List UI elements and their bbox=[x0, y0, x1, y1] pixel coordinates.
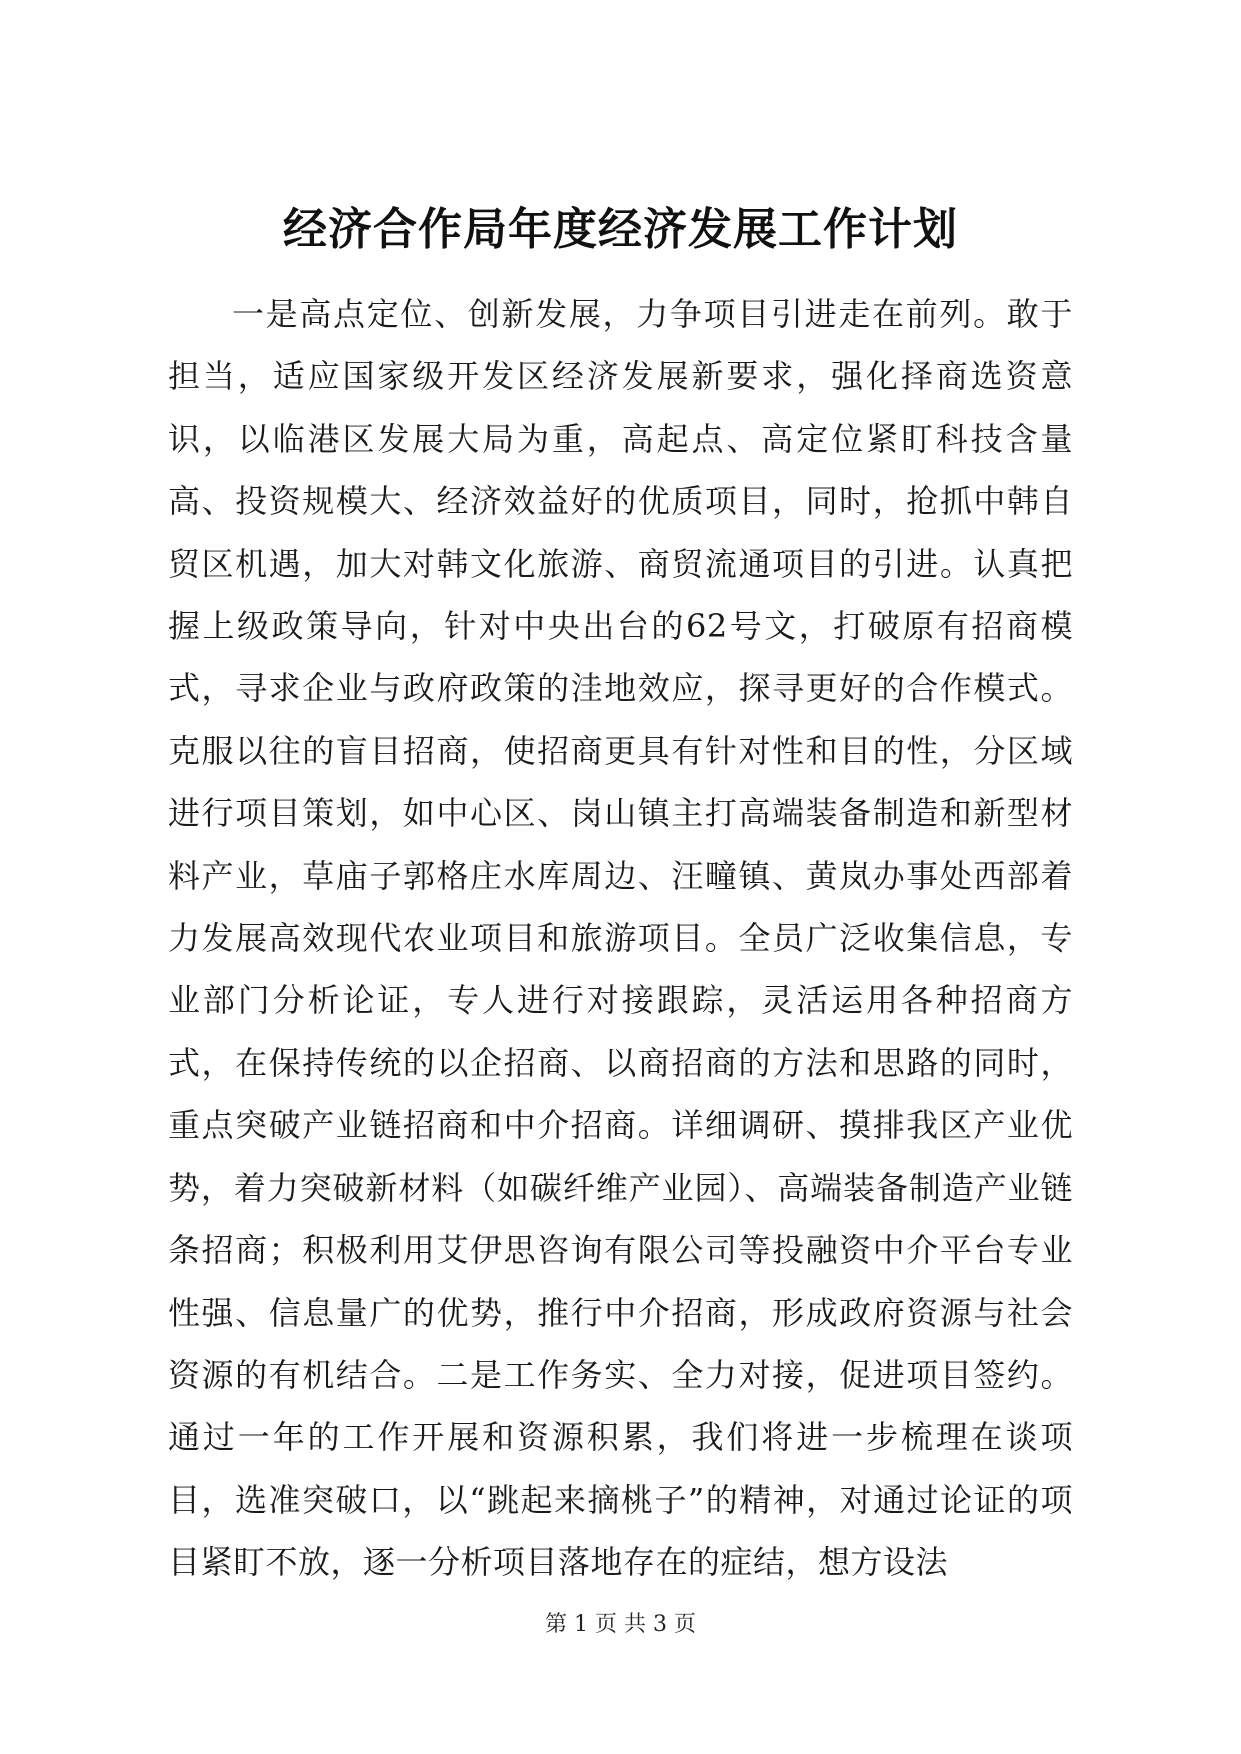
body-paragraph: 一是高点定位、创新发展，力争项目引进走在前列。敢于担当，适应国家级开发区经济发展新要求，强化择商选资意识，以临港区发展大局为重，高起点、高定位紧盯科技含量高、投资规模大、经济效益好的优质项目，同时，抢抓中韩自贸区机遇，加大对韩文化旅游、商贸流通项目的引进。认真把握上级政策导向，针对中央出台的62号文，打破原有招商模式，寻求企业与政府政策的洼地效应，探寻更好的合作模式。克服以往的盲目招商，使招商更具有针对性和目的性，分区域进行项目策划，如中心区、岗山镇主打高端装备制造和新型材料产业，草庙子郭格庄水库周边、汪疃镇、黄岚办事处西部着力发展高效现代农业项目和旅游项目。全员广泛收集信息，专业部门分析论证，专人进行对接跟踪，灵活运用各种招商方式，在保持传统的以企招商、以商招商的方法和思路的同时，重点突破产业链招商和中介招商。详细调研、摸排我区产业优势，着力突破新材料（如碳纤维产业园）、高端装备制造产业链条招商；积极利用艾伊思咨询有限公司等投融资中介平台专业性强、信息量广的优势，推行中介招商，形成政府资源与社会资源的有机结合。二是工作务实、全力对接，促进项目签约。通过一年的工作开展和资源积累，我们将进一步梳理在谈项目，选准突破口，以“跳起来摘桃子”的精神，对通过论证的项目紧盯不放，逐一分析项目落地存在的症结，想方设法 bbox=[168, 295, 1073, 1582]
page-number-footer: 第 1 页 共 3 页 bbox=[545, 1612, 696, 1637]
document-title: 经济合作局年度经济发展工作计划 bbox=[283, 204, 958, 255]
